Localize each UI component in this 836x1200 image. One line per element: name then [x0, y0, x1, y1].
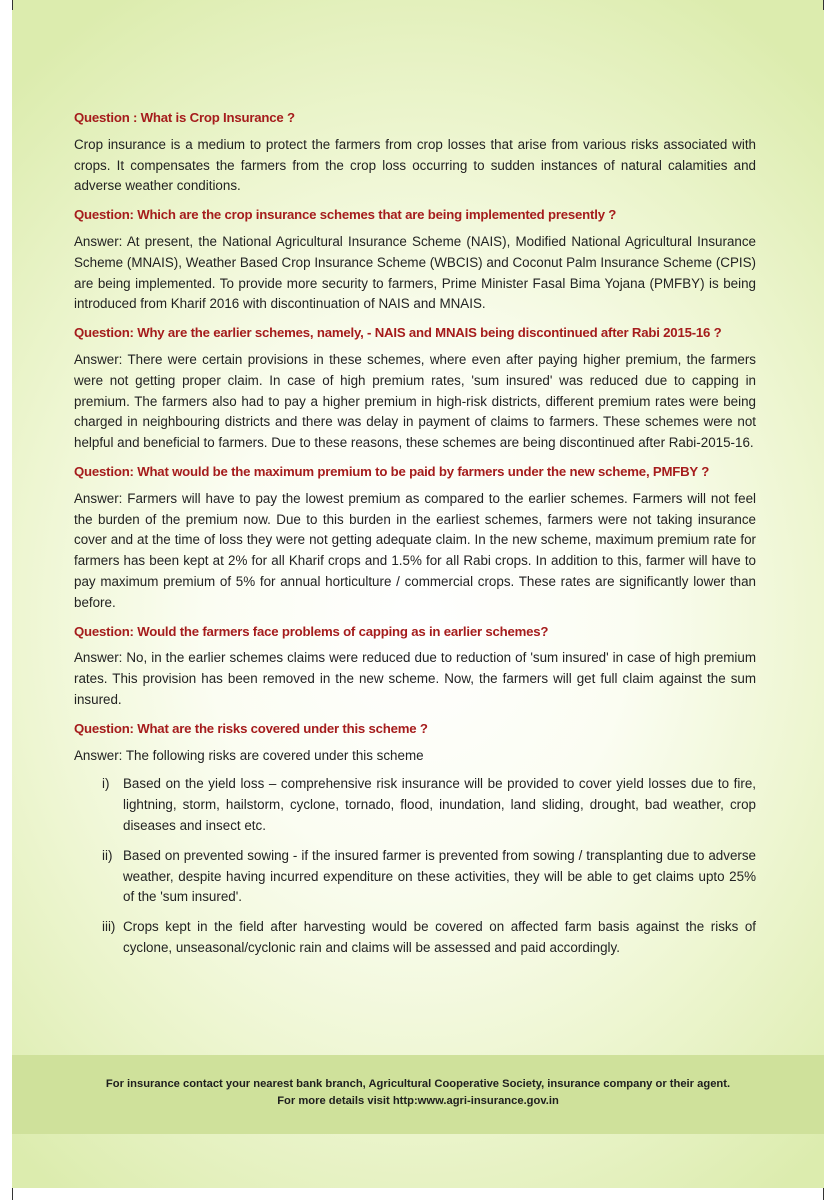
- list-item-number: i): [102, 776, 110, 792]
- footer-contact-line: For insurance contact your nearest bank branch, Agricultural Cooperative Society, insurance company or their agent.: [105, 1078, 731, 1090]
- list-item-number: iii): [102, 919, 116, 935]
- list-item: [102, 917, 756, 959]
- list-item-text: Based on the yield loss – comprehensive risk insurance will be provided to cover yield losses due to fire, lightning, storm, hailstorm, cyclone, tornado, flood, inundation, land sliding, drought, bad weather, crop diseases and insect etc.: [123, 776, 756, 833]
- list-item-text: Based on prevented sowing - if the insured farmer is prevented from sowing / transplanting due to adverse weather, despite having incurred expenditure on these activities, they will be able to get claims upto 25% of the 'sum insured'.: [123, 847, 756, 905]
- crop-mark: [823, 1188, 824, 1200]
- answer-paragraph: Answer: Farmers will have to pay the lowest premium as compared to the earlier schemes. Farmers will not feel the burden of the premium now. Due to this burden in the earliest schemes, farmers were not taking insurance cover and at the time of loss they were not getting adequate claim. In the new scheme, maximum premium rate for farmers has been kept at 2% for all Kharif crops and 1.5% for all Rabi crops. In addition to this, farmer will have to pay maximum premium of 5% for annual horticulture / commercial crops. These rates are significantly lower than before.: [74, 490, 756, 610]
- crop-mark: [12, 1188, 13, 1200]
- question-heading: Question: Which are the crop insurance schemes that are being implemented presently ?: [74, 207, 617, 223]
- risks-list: [74, 774, 756, 958]
- question-heading: Question: Would the farmers face problems of capping as in earlier schemes?: [74, 623, 549, 639]
- question-heading: Question : What is Crop Insurance ?: [74, 110, 295, 125]
- answer-paragraph: Answer: At present, the National Agricultural Insurance Scheme (NAIS), Modified National Agricultural Insurance Scheme (MNAIS), Weather Based Crop Insurance Scheme (WBCIS) and Coconut Palm Insurance Scheme (CPIS) are being implemented. To provide more security to farmers, Prime Minister Fasal Bima Yojana (PMFBY) is being introduced from Kharif 2016 with discontinuation of NAIS and MNAIS.: [74, 233, 756, 312]
- crop-mark: [12, 0, 13, 10]
- footer-website-line[interactable]: For more details visit http:www.agri-insurance.gov.in: [277, 1095, 559, 1107]
- contact-footer: [12, 1055, 824, 1134]
- question-heading: Question: What would be the maximum premium to be paid by farmers under the new scheme, PMFBY ?: [74, 463, 710, 479]
- answer-paragraph: Crop insurance is a medium to protect the farmers from crop losses that arise from various risks associated with crops. It compensates the farmers from the crop loss occurring to sudden instances of natural calamities and adverse weather conditions.: [74, 136, 756, 194]
- list-item-text: Crops kept in the field after harvesting would be covered on affected farm basis against the risks of cyclone, unseasonal/cyclonic rain and claims will be assessed and paid accordingly.: [123, 919, 756, 955]
- answer-paragraph: Answer: There were certain provisions in these schemes, where even after paying higher premium, the farmers were not getting proper claim. In case of high premium rates, 'sum insured' was reduced due to capping in premium. The farmers also had to pay a higher premium in high-risk districts, different premium rates were being charged in neighbouring districts and there was delay in payment of claims to farmers. These schemes were not helpful and beneficial to farmers. Due to these reasons, these schemes are being discontinued after Rabi-2015-16.: [74, 351, 756, 451]
- answer-paragraph: Answer: No, in the earlier schemes claims were reduced due to reduction of 'sum insured' in case of high premium rates. This provision has been removed in the new scheme. Now, the farmers will get full claim against the sum insured.: [74, 650, 756, 707]
- question-heading: Question: What are the risks covered under this scheme ?: [74, 720, 428, 736]
- question-heading: Question: Why are the earlier schemes, namely, - NAIS and MNAIS being discontinued after Rabi 2015-16 ?: [74, 325, 722, 341]
- crop-mark: [823, 0, 824, 10]
- faq-content: [74, 108, 756, 968]
- list-item-number: ii): [102, 847, 113, 863]
- list-item: [102, 774, 756, 836]
- document-page: [12, 0, 824, 1188]
- list-item: [102, 846, 756, 908]
- answer-paragraph: Answer: The following risks are covered under this scheme: [74, 747, 424, 763]
